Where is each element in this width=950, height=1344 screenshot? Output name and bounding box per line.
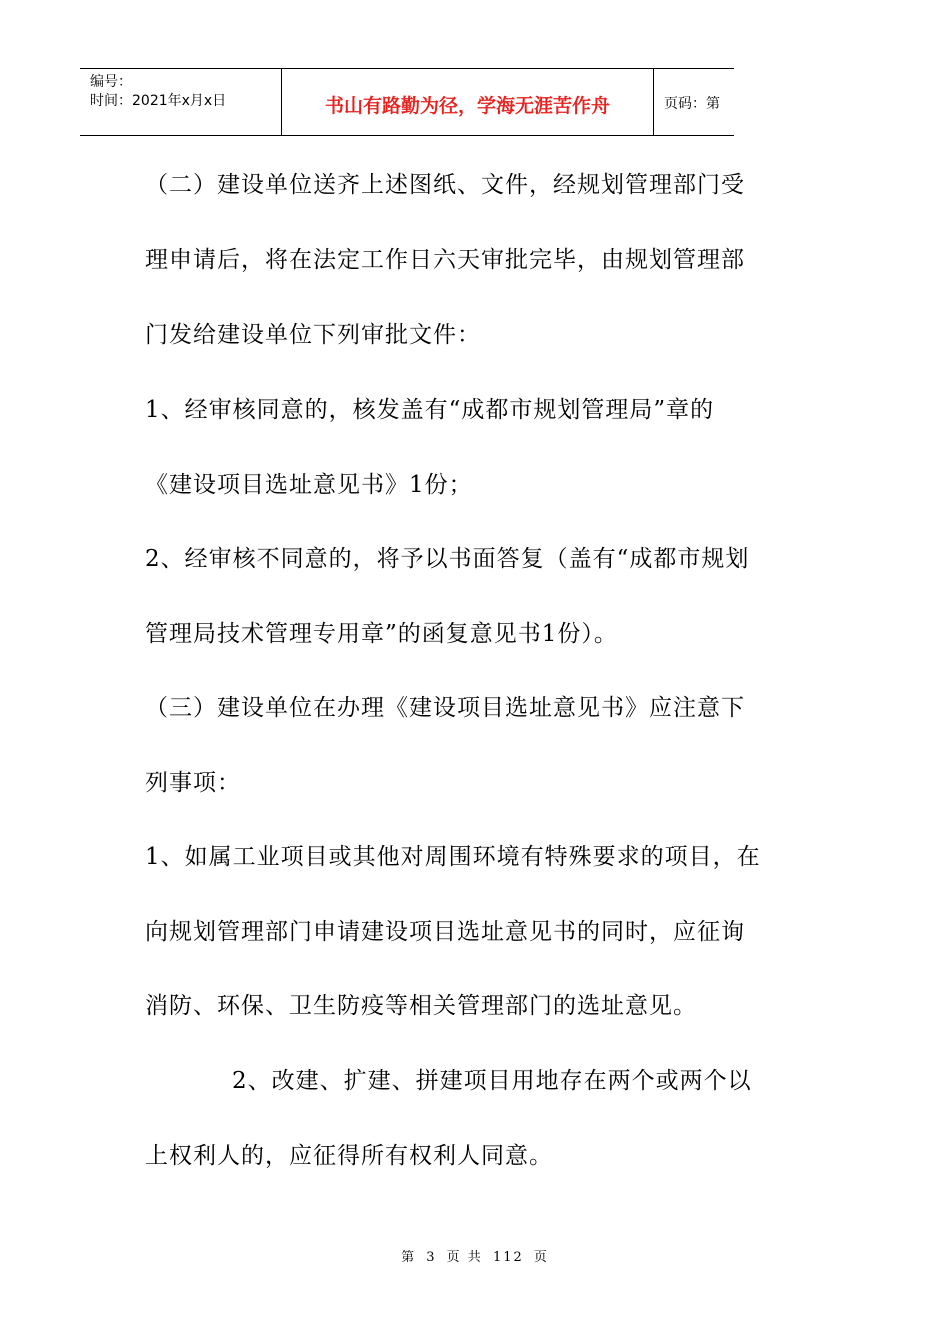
body-line: 理申请后，将在法定工作日六天审批完毕，由规划管理部 bbox=[145, 247, 745, 273]
footer-suffix: 页 bbox=[533, 1250, 549, 1265]
body-line: 上权利人的，应征得所有权利人同意。 bbox=[145, 1143, 553, 1169]
header-meta bbox=[80, 69, 282, 135]
footer-current-page: 3 bbox=[426, 1250, 437, 1265]
body-line: 门发给建设单位下列审批文件： bbox=[145, 322, 481, 348]
footer-prefix: 第 bbox=[401, 1250, 417, 1265]
document-number-label: 编号： bbox=[90, 74, 132, 90]
body-line: 1、如属工业项目或其他对周围环境有特殊要求的项目，在 bbox=[145, 844, 761, 870]
body-line: （二）建设单位送齐上述图纸、文件，经规划管理部门受 bbox=[145, 172, 745, 198]
body-line: 《建设项目选址意见书》1份； bbox=[145, 472, 473, 498]
header-page-label: 页码：第 bbox=[664, 96, 720, 112]
body-line: 列事项： bbox=[145, 770, 241, 796]
document-date-label: 时间：2021年x月x日 bbox=[90, 93, 227, 109]
body-line: 管理局技术管理专用章”的函复意见书1份）。 bbox=[145, 621, 618, 647]
body-line: 向规划管理部门申请建设项目选址意见书的同时，应征询 bbox=[145, 919, 745, 945]
footer-mid: 页 共 bbox=[446, 1250, 483, 1265]
body-line: 2、经审核不同意的，将予以书面答复（盖有“成都市规划 bbox=[145, 546, 750, 572]
page-footer bbox=[0, 1246, 950, 1265]
body-line: 1、经审核同意的，核发盖有“成都市规划管理局”章的 bbox=[145, 397, 715, 423]
body-line: 2、改建、扩建、拼建项目用地存在两个或两个以 bbox=[232, 1068, 752, 1094]
header-motto: 书山有路勤为径，学海无涯苦作舟 bbox=[282, 69, 654, 135]
document-header bbox=[80, 68, 734, 136]
body-line: 消防、环保、卫生防疫等相关管理部门的选址意见。 bbox=[145, 993, 697, 1019]
footer-total-pages: 112 bbox=[492, 1250, 524, 1265]
body-line: （三）建设单位在办理《建设项目选址意见书》应注意下 bbox=[145, 695, 745, 721]
